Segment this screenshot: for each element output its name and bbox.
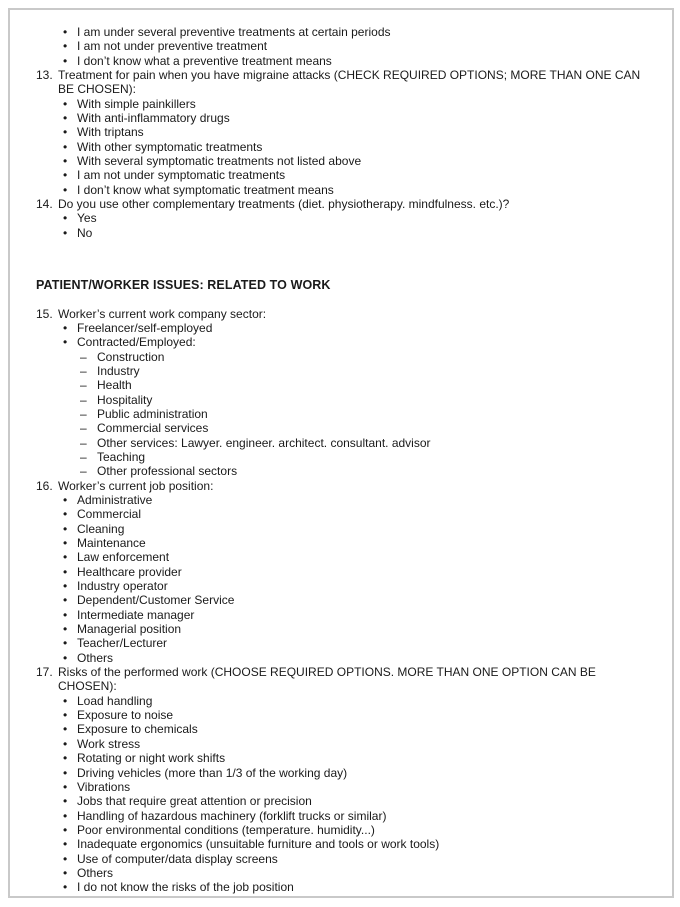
bullet-marker: • xyxy=(63,865,68,880)
bullet-marker: • xyxy=(63,225,68,240)
suboption-label: Commercial services xyxy=(97,421,209,436)
option-label: Contracted/Employed: xyxy=(77,335,196,350)
dash-marker: – xyxy=(80,378,87,393)
option-label: Teacher/Lecturer xyxy=(77,636,168,651)
option-label: Freelancer/self-employed xyxy=(77,320,213,335)
q17-option-item xyxy=(63,837,642,851)
q15-suboption-item xyxy=(80,393,642,407)
dash-marker: – xyxy=(80,363,87,378)
bullet-marker: • xyxy=(63,320,68,335)
q15-suboption-item xyxy=(80,350,642,364)
dash-marker: – xyxy=(80,392,87,407)
option-label: Driving vehicles (more than 1/3 of the working day) xyxy=(77,765,348,780)
q15-suboption-item xyxy=(80,378,642,392)
q13-option-item xyxy=(63,140,642,154)
q14-option-item xyxy=(63,211,642,225)
q17-option-item xyxy=(63,737,642,751)
option-label: Rotating or night work shifts xyxy=(77,751,226,766)
option-label: Healthcare provider xyxy=(77,564,182,579)
bullet-marker: • xyxy=(63,593,68,608)
section-heading: PATIENT/WORKER ISSUES: RELATED TO WORK xyxy=(36,278,331,293)
question-15 xyxy=(36,307,642,321)
question-text: Do you use other complementary treatments (diet. physiotherapy. mindfulness. etc.)? xyxy=(58,197,510,212)
option-label: Work stress xyxy=(77,736,141,751)
q17-option-item xyxy=(63,794,642,808)
q13-option-item xyxy=(63,168,642,182)
option-label: No xyxy=(77,225,93,240)
suboption-label: Hospitality xyxy=(97,392,153,407)
bullet-marker: • xyxy=(63,622,68,637)
q13-option-item xyxy=(63,183,642,197)
bullet-marker: • xyxy=(63,335,68,350)
q16-option-item xyxy=(63,636,642,650)
q16-option-item xyxy=(63,622,642,636)
dash-marker: – xyxy=(80,349,87,364)
option-label: Managerial position xyxy=(77,622,182,637)
question-text: Worker’s current work company sector: xyxy=(58,306,267,321)
bullet-marker: • xyxy=(63,154,68,169)
bullet-marker: • xyxy=(63,492,68,507)
question-number: 17. xyxy=(36,665,53,680)
option-label: Vibrations xyxy=(77,779,131,794)
option-label: Industry operator xyxy=(77,579,168,594)
option-label: Load handling xyxy=(77,693,153,708)
q16-option-item xyxy=(63,493,642,507)
option-label: Law enforcement xyxy=(77,550,170,565)
q16-option-item xyxy=(63,536,642,550)
option-label: With simple painkillers xyxy=(77,96,196,111)
q17-option-item xyxy=(63,866,642,880)
option-label: Others xyxy=(77,865,114,880)
option-label: Yes xyxy=(77,211,97,226)
q16-option-item xyxy=(63,651,642,665)
q13-option-item xyxy=(63,154,642,168)
option-label: Dependent/Customer Service xyxy=(77,593,235,608)
intro-option-item xyxy=(63,25,642,39)
bullet-marker: • xyxy=(63,125,68,140)
option-label: With several symptomatic treatments not listed above xyxy=(77,154,362,169)
option-label: With triptans xyxy=(77,125,144,140)
bullet-marker: • xyxy=(63,751,68,766)
q17-option-item xyxy=(63,694,642,708)
q15-option-item xyxy=(63,335,642,349)
option-label: Intermediate manager xyxy=(77,607,195,622)
bullet-marker: • xyxy=(63,607,68,622)
option-label: Jobs that require great attention or precision xyxy=(77,794,312,809)
bullet-marker: • xyxy=(63,111,68,126)
question-text: Risks of the performed work (CHOOSE REQUIRED OPTIONS. MORE THAN ONE OPTION CAN BE CHOSEN): xyxy=(58,665,596,694)
option-label: Use of computer/data display screens xyxy=(77,851,278,866)
suboption-label: Other services: Lawyer. engineer. architect. consultant. advisor xyxy=(97,435,431,450)
q15-suboption-item xyxy=(80,464,642,478)
option-label: I don’t know what a preventive treatment means xyxy=(77,53,332,68)
option-label: Poor environmental conditions (temperature. humidity...) xyxy=(77,822,375,837)
option-label: I am under several preventive treatments at certain periods xyxy=(77,25,391,39)
option-label: I am not under symptomatic treatments xyxy=(77,168,286,183)
option-label: Cleaning xyxy=(77,521,125,536)
q17-option-item xyxy=(63,823,642,837)
dash-marker: – xyxy=(80,435,87,450)
question-13 xyxy=(36,68,642,97)
bullet-marker: • xyxy=(63,53,68,68)
suboption-label: Health xyxy=(97,378,132,393)
q15-suboption-item xyxy=(80,421,642,435)
option-label: With anti-inflammatory drugs xyxy=(77,111,230,126)
q13-option-item xyxy=(63,97,642,111)
option-label: I am not under preventive treatment xyxy=(77,39,268,54)
bullet-marker: • xyxy=(63,794,68,809)
q16-option-item xyxy=(63,522,642,536)
bullet-marker: • xyxy=(63,96,68,111)
bullet-marker: • xyxy=(63,182,68,197)
bullet-marker: • xyxy=(63,211,68,226)
suboption-label: Public administration xyxy=(97,406,208,421)
option-label: Commercial xyxy=(77,507,142,522)
q17-option-item xyxy=(63,780,642,794)
q15-option-item xyxy=(63,321,642,335)
q15-suboption-item xyxy=(80,407,642,421)
bullet-marker: • xyxy=(63,650,68,665)
option-label: Exposure to noise xyxy=(77,708,174,723)
q17-option-item xyxy=(63,722,642,736)
option-label: I don’t know what symptomatic treatment means xyxy=(77,182,334,197)
q17-option-item xyxy=(63,880,642,894)
bullet-marker: • xyxy=(63,25,68,39)
bullet-marker: • xyxy=(63,822,68,837)
q13-option-item xyxy=(63,111,642,125)
q16-option-item xyxy=(63,507,642,521)
q17-option-item xyxy=(63,809,642,823)
bullet-marker: • xyxy=(63,564,68,579)
option-label: Inadequate ergonomics (unsuitable furniture and tools or work tools) xyxy=(77,837,440,852)
question-text: Worker’s current job position: xyxy=(58,478,214,493)
q16-option-item xyxy=(63,550,642,564)
bullet-marker: • xyxy=(63,636,68,651)
bullet-marker: • xyxy=(63,536,68,550)
bullet-marker: • xyxy=(63,837,68,852)
bullet-marker: • xyxy=(63,779,68,794)
question-text: Treatment for pain when you have migraine attacks (CHECK REQUIRED OPTIONS; MORE THAN ONE CAN BE CHOSEN): xyxy=(58,68,641,97)
bullet-marker: • xyxy=(63,521,68,536)
q17-option-item xyxy=(63,766,642,780)
suboption-label: Other professional sectors xyxy=(97,464,238,479)
option-label: Administrative xyxy=(77,492,153,507)
q17-option-item xyxy=(63,708,642,722)
bullet-marker: • xyxy=(63,550,68,565)
option-label: With other symptomatic treatments xyxy=(77,139,263,154)
intro-option-item xyxy=(63,54,642,68)
bullet-marker: • xyxy=(63,507,68,522)
q17-option-item xyxy=(63,852,642,866)
option-label: I do not know the risks of the job position xyxy=(77,880,294,895)
question-17 xyxy=(36,665,642,694)
q16-option-item xyxy=(63,579,642,593)
dash-marker: – xyxy=(80,406,87,421)
suboption-label: Construction xyxy=(97,349,165,364)
suboption-label: Industry xyxy=(97,363,140,378)
q15-suboption-item xyxy=(80,364,642,378)
q15-suboption-item xyxy=(80,436,642,450)
bullet-marker: • xyxy=(63,808,68,823)
questionnaire-page xyxy=(8,8,674,898)
bullet-marker: • xyxy=(63,39,68,54)
bullet-marker: • xyxy=(63,693,68,708)
bullet-marker: • xyxy=(63,168,68,183)
q14-option-item xyxy=(63,226,642,240)
q16-option-item xyxy=(63,608,642,622)
question-number: 13. xyxy=(36,68,53,83)
bullet-marker: • xyxy=(63,765,68,780)
bullet-marker: • xyxy=(63,708,68,723)
bullet-marker: • xyxy=(63,851,68,866)
q13-option-item xyxy=(63,125,642,139)
option-label: Maintenance xyxy=(77,536,146,550)
question-number: 15. xyxy=(36,306,53,321)
dash-marker: – xyxy=(80,449,87,464)
q16-option-item xyxy=(63,565,642,579)
bullet-marker: • xyxy=(63,579,68,594)
q15-suboption-item xyxy=(80,450,642,464)
q16-option-item xyxy=(63,593,642,607)
question-number: 16. xyxy=(36,478,53,493)
option-label: Others xyxy=(77,650,114,665)
option-label: Exposure to chemicals xyxy=(77,722,198,737)
dash-marker: – xyxy=(80,464,87,479)
question-16 xyxy=(36,479,642,493)
intro-option-item xyxy=(63,39,642,53)
bullet-marker: • xyxy=(63,880,68,895)
question-number: 14. xyxy=(36,197,53,212)
question-14 xyxy=(36,197,642,211)
bullet-marker: • xyxy=(63,722,68,737)
page-content xyxy=(10,10,672,895)
q17-option-item xyxy=(63,751,642,765)
bullet-marker: • xyxy=(63,139,68,154)
suboption-label: Teaching xyxy=(97,449,146,464)
option-label: Handling of hazardous machinery (forklift trucks or similar) xyxy=(77,808,387,823)
bullet-marker: • xyxy=(63,736,68,751)
dash-marker: – xyxy=(80,421,87,436)
